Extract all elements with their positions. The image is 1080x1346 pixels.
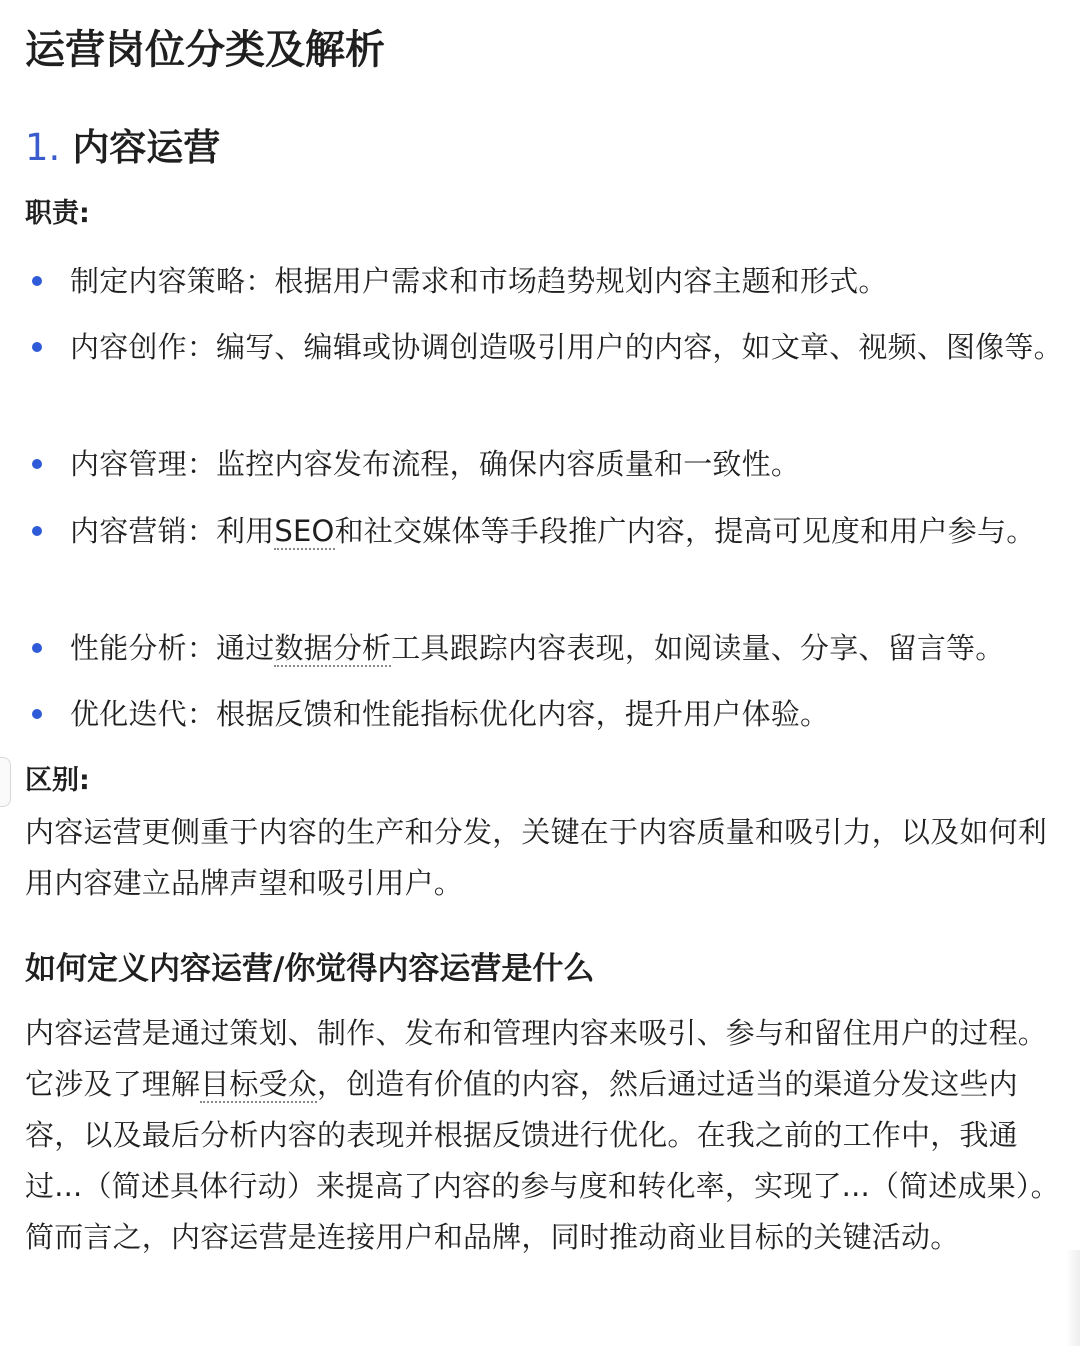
section-title: 内容运营 — [72, 126, 221, 169]
duties-label: 职责: — [25, 198, 90, 229]
duty-description: 监控内容发布流程，确保内容质量和一致性。 — [216, 447, 801, 481]
scroll-shadow — [1066, 1250, 1080, 1346]
target-audience-link[interactable]: 目标受众 — [200, 1067, 318, 1101]
duty-term: 制定内容策略 — [70, 264, 246, 298]
duty-text: 内容营销：利用SEO和社交媒体等手段推广内容，提高可见度和用户参与。 — [70, 514, 1036, 548]
definition-text-end: ，创造有价值的内容，然后通过适当的渠道分发这些内容，以及最后分析内容的表现并根据反馈进行优化。在我之前的工作中，我通过...（简述具体行动）来提高了内容的参与度和转化率，实现了...（简述成果）。简而言之，内容运营是连接用户和品牌，同时推动商业目标的关键活动。 — [25, 1067, 1060, 1254]
duty-text: 优化迭代：根据反馈和性能指标优化内容，提升用户体验。 — [70, 697, 830, 731]
duty-description: 根据用户需求和市场趋势规划内容主题和形式。 — [274, 264, 888, 298]
data-analysis-link[interactable]: 数据分析 — [274, 631, 392, 665]
bullet-dot-icon — [32, 459, 42, 469]
duty-term: 内容营销 — [70, 514, 187, 548]
duty-description: 根据反馈和性能指标优化内容，提升用户体验。 — [216, 697, 830, 731]
section-number: 1. — [25, 126, 61, 169]
bullet-dot-icon — [32, 342, 42, 352]
bullet-dot-icon — [32, 276, 42, 286]
duty-term: 内容创作 — [70, 330, 187, 364]
bullet-dot-icon — [32, 526, 42, 536]
duty-term: 优化迭代 — [70, 697, 187, 731]
seo-link[interactable]: SEO — [274, 514, 335, 548]
definition-text-start: 内容运营是通过策划、制作、发布和管理内容来吸引、参与和留住用户的过程。它涉及了理解 — [25, 1016, 1048, 1101]
bullet-dot-icon — [32, 709, 42, 719]
bullet-dot-icon — [32, 643, 42, 653]
duty-term: 内容管理 — [70, 447, 187, 481]
difference-label: 区别: — [25, 765, 90, 796]
duty-description: 编写、编辑或协调创造吸引用户的内容，如文章、视频、图像等。 — [216, 330, 1063, 364]
duty-description-end: 工具跟踪内容表现，如阅读量、分享、留言等。 — [391, 631, 1005, 665]
duty-term: 性能分析 — [70, 631, 187, 665]
page-title: 运营岗位分类及解析 — [25, 27, 385, 73]
definition-paragraph — [25, 1008, 1060, 1263]
definition-heading: 如何定义内容运营/你觉得内容运营是什么 — [25, 951, 595, 987]
duty-description-start: 通过 — [216, 631, 275, 665]
duty-text: 性能分析：通过数据分析工具跟踪内容表现，如阅读量、分享、留言等。 — [70, 631, 1005, 665]
duty-description-end: 和社交媒体等手段推广内容，提高可见度和用户参与。 — [334, 514, 1036, 548]
duty-text: 内容管理：监控内容发布流程，确保内容质量和一致性。 — [70, 447, 801, 481]
duty-description-start: 利用 — [216, 514, 275, 548]
section-heading — [25, 118, 220, 178]
side-handle[interactable] — [0, 757, 11, 807]
duty-text: 制定内容策略：根据用户需求和市场趋势规划内容主题和形式。 — [70, 264, 888, 298]
difference-paragraph: 内容运营更侧重于内容的生产和分发，关键在于内容质量和吸引力，以及如何利用内容建立品牌声望和吸引用户。 — [25, 815, 1048, 900]
duty-text: 内容创作：编写、编辑或协调创造吸引用户的内容，如文章、视频、图像等。 — [70, 330, 1063, 364]
